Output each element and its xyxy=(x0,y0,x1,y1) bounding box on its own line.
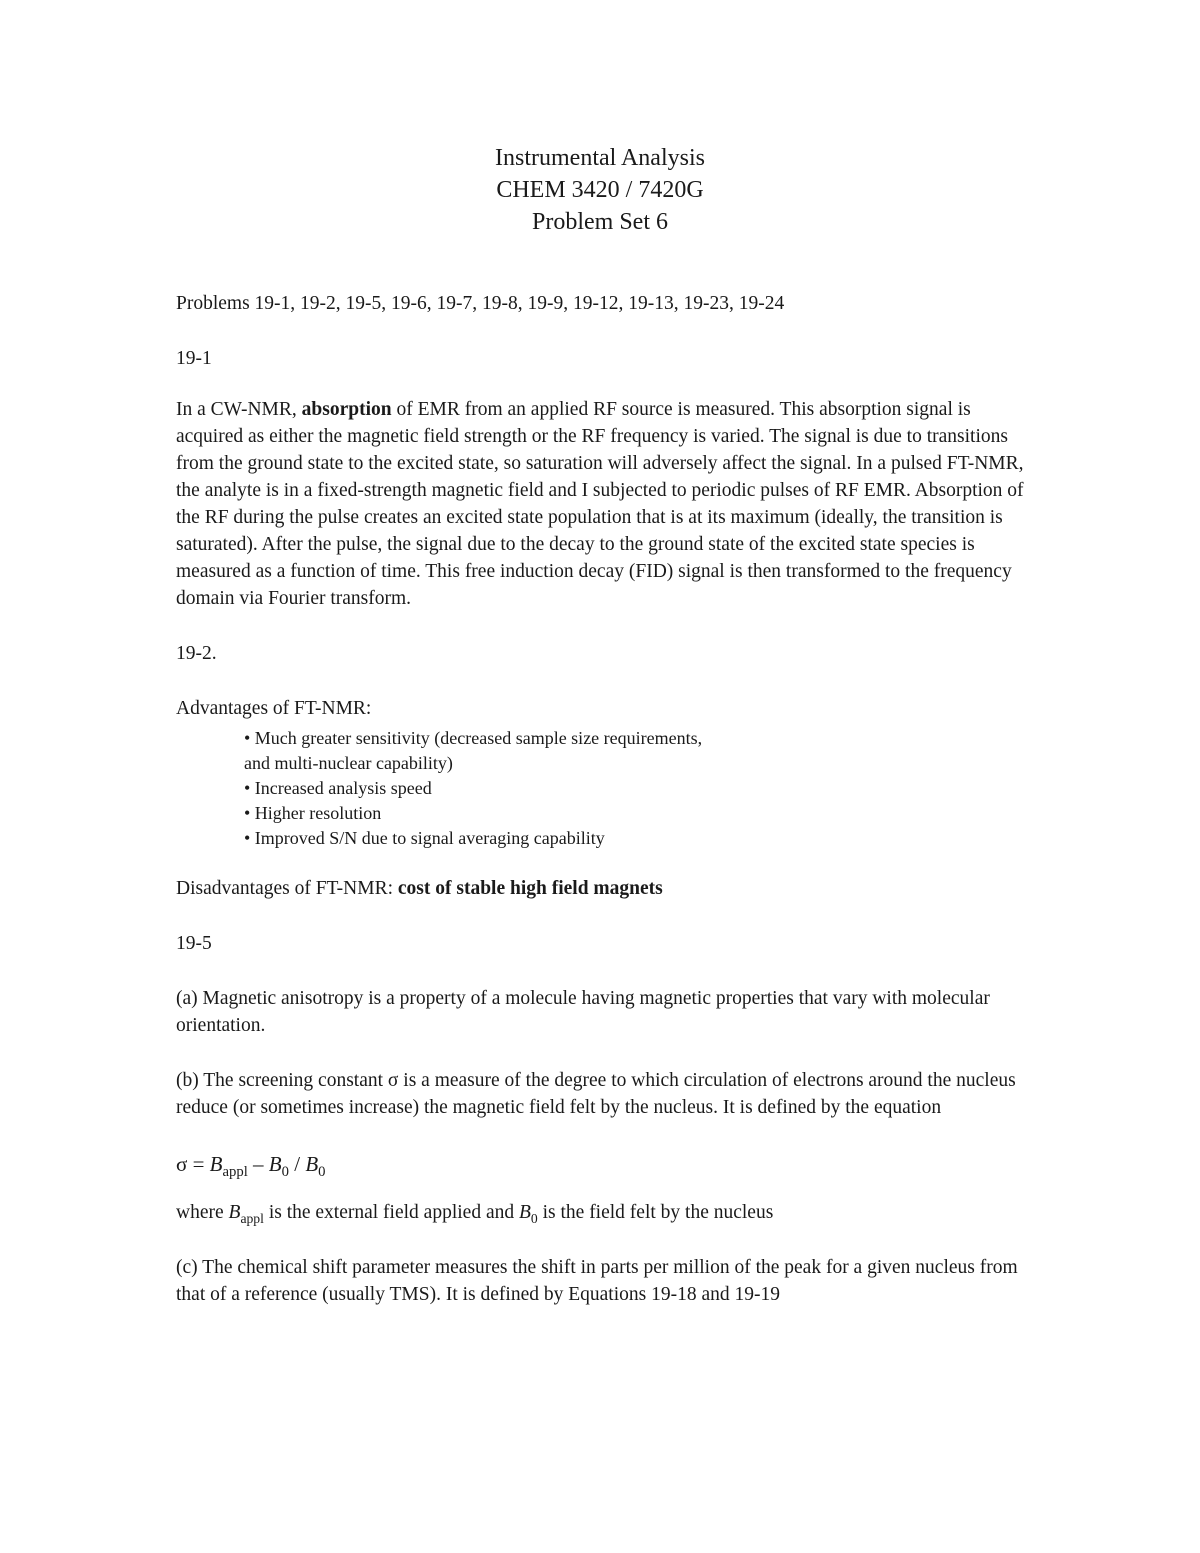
advantages-list xyxy=(244,726,1036,851)
question-label-19-1: 19-1 xyxy=(176,348,212,369)
eq-0-sub: 0 xyxy=(281,1164,289,1180)
disadvantages-line xyxy=(176,875,1036,902)
eq-b0: B xyxy=(268,1152,282,1176)
question-label-19-5: 19-5 xyxy=(176,933,212,954)
answer-19-1-text-pre: In a CW-NMR, xyxy=(176,399,302,420)
eq-equals: = xyxy=(187,1152,210,1176)
problem-set-title: Problem Set 6 xyxy=(532,209,668,235)
eq-0-sub-denominator: 0 xyxy=(318,1164,326,1180)
answer-19-1 xyxy=(176,396,1036,612)
advantages-heading: Advantages of FT-NMR: xyxy=(176,698,372,719)
question-label-19-2: 19-2. xyxy=(176,643,217,664)
where-b-appl: B xyxy=(228,1202,241,1223)
problems-list: Problems 19-1, 19-2, 19-5, 19-6, 19-7, 19-8, 19-9, 19-12, 19-13, 19-23, 19-24 xyxy=(176,293,785,314)
list-item: • Higher resolution xyxy=(244,803,382,823)
where-0-sub: 0 xyxy=(530,1211,538,1226)
answer-19-5-c: (c) The chemical shift parameter measures the shift in parts per million of the peak for a given nucleus from that of a reference (usually TMS). It is defined by Equations 19-18 and 19-19 xyxy=(176,1257,1018,1305)
eq-b-appl: B xyxy=(209,1152,223,1176)
document-header xyxy=(0,142,1200,238)
list-item: and multi-nuclear capability) xyxy=(244,753,453,773)
equation-explanation xyxy=(176,1199,1036,1226)
list-item: • Increased analysis speed xyxy=(244,778,432,798)
where-post: is the field felt by the nucleus xyxy=(537,1202,774,1223)
answer-19-5-b xyxy=(176,1067,1036,1121)
screening-constant-equation xyxy=(176,1149,1036,1179)
document-title: Instrumental Analysis xyxy=(495,145,705,171)
where-pre: where xyxy=(176,1202,229,1223)
disadvantages-text: cost of stable high field magnets xyxy=(397,878,663,899)
document-body xyxy=(176,290,1036,1308)
list-item: • Much greater sensitivity (decreased sample size requirements, xyxy=(244,728,703,748)
answer-19-5-b-pre: (b) The screening constant xyxy=(176,1070,388,1091)
eq-slash: / xyxy=(288,1152,306,1176)
course-number: CHEM 3420 / 7420G xyxy=(496,177,704,203)
where-mid: is the external field applied and xyxy=(263,1202,519,1223)
eq-b0-denominator: B xyxy=(305,1152,319,1176)
sigma-symbol: σ xyxy=(387,1070,399,1091)
list-item: • Improved S/N due to signal averaging capability xyxy=(244,828,605,848)
eq-appl-sub: appl xyxy=(222,1164,248,1180)
disadvantages-heading: Disadvantages of FT-NMR: xyxy=(176,878,398,899)
eq-sigma: σ xyxy=(176,1152,188,1176)
answer-19-5-b-post: is a measure of the degree to which circulation of electrons around the nucleus reduce (or sometimes increase) the magnetic field felt by the nucleus. It is defined by the equation xyxy=(176,1070,1016,1118)
answer-19-1-text-post: of EMR from an applied RF source is measured. This absorption signal is acquired as either the magnetic field strength or the RF frequency is varied. The signal is due to transitions from the ground state to the excited state, so saturation will adversely affect the signal. In a pulsed FT-NMR, the analyte is in a fixed-strength magnetic field and I subjected to periodic pulses of RF EMR. Absorption of the RF during the pulse creates an excited state population that is at its maximum (ideally, the transition is saturated). After the pulse, the signal due to the decay to the ground state of the excited state species is measured as a function of time. This free induction decay (FID) signal is then transformed to the frequency domain via Fourier transform. xyxy=(176,399,1024,609)
answer-19-1-bold-term: absorption xyxy=(301,399,392,420)
eq-minus: – xyxy=(247,1152,269,1176)
where-appl-sub: appl xyxy=(240,1211,264,1226)
where-b0: B xyxy=(518,1202,531,1223)
answer-19-5-a: (a) Magnetic anisotropy is a property of a molecule having magnetic properties that vary with molecular orientation. xyxy=(176,988,990,1036)
